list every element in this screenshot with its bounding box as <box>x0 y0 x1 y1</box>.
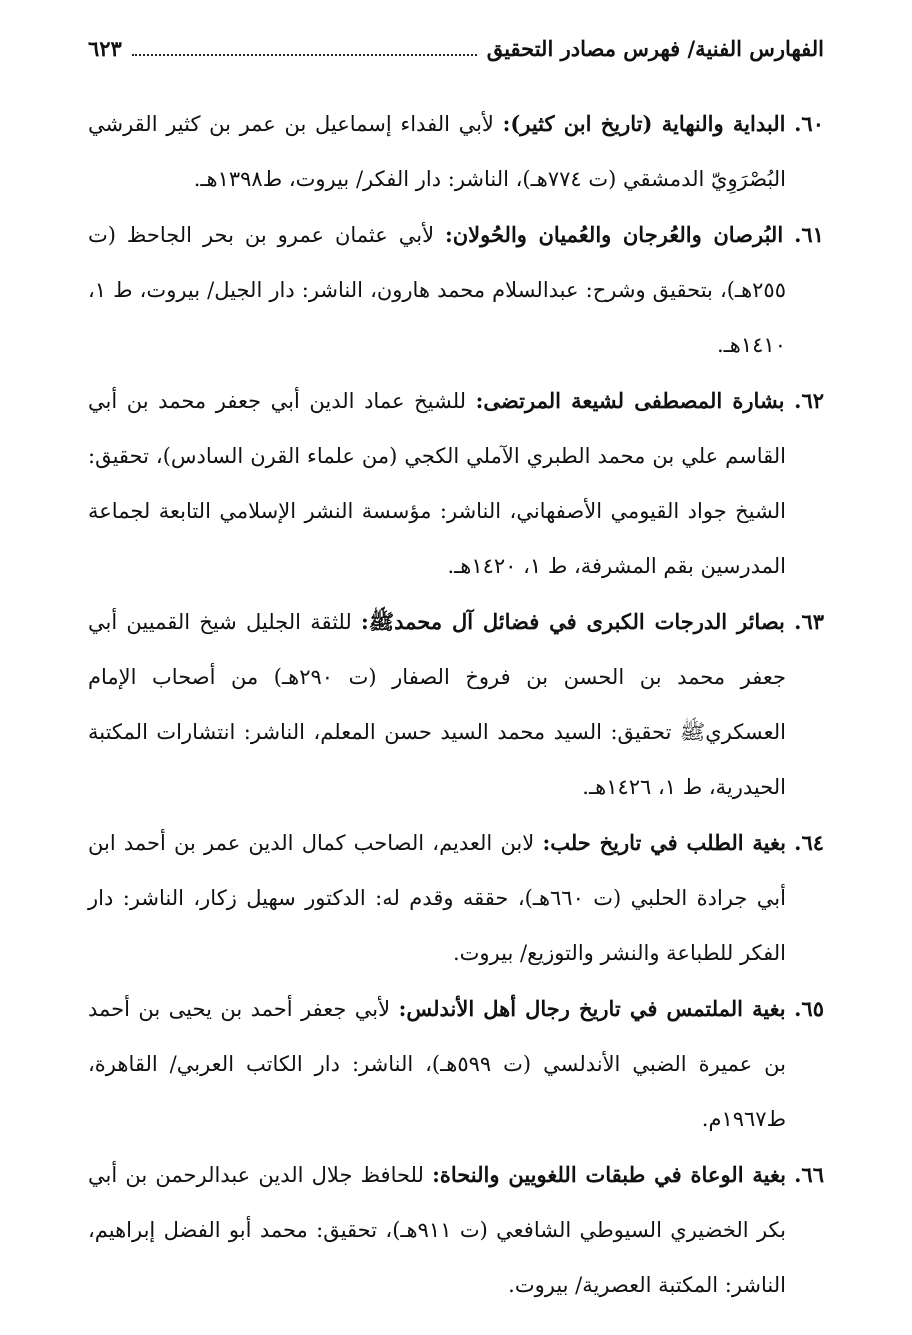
entry-body: لأبي جعفر أحمد بن يحيى بن أحمد بن عميرة الضبي الأندلسي (ت ٥٩٩هـ)، الناشر: دار الكاتب العربي/ القاهرة، ط١٩٦٧م. <box>88 997 786 1131</box>
entry-body: للثقة الجليل شيخ القميين أبي جعفر محمد بن الحسن بن فروخ الصفار (ت ٢٩٠هـ) من أصحاب الإمام العسكريﷺ تحقيق: السيد محمد السيد حسن المعلم، الناشر: انتشارات المكتبة الحيدرية، ط ١، ١٤٢٦هـ. <box>88 610 786 799</box>
running-header <box>88 28 824 68</box>
entry-number: ٦١. <box>794 222 824 247</box>
entry-number: ٦٣. <box>794 609 824 634</box>
source-entry-63 <box>88 594 824 815</box>
source-entry-61 <box>88 207 824 373</box>
entry-number: ٦٥. <box>794 996 824 1021</box>
entry-number: ٦٦. <box>794 1162 824 1187</box>
source-entry-62 <box>88 373 824 594</box>
source-entry-64 <box>88 815 824 981</box>
entry-number: ٦٠. <box>794 111 824 136</box>
entry-body: لأبي الفداء إسماعيل بن عمر بن كثير القرشي البُصْرَوِيّ الدمشقي (ت ٧٧٤هـ)، الناشر: دار الفكر/ بيروت، ط١٣٩٨هـ. <box>88 112 786 191</box>
entry-title: البداية والنهاية (تاريخ ابن كثير): <box>502 111 786 136</box>
entry-title: بصائر الدرجات الكبرى في فضائل آل محمدﷺ: <box>361 609 785 634</box>
page-number: ٦٢٣ <box>88 35 122 61</box>
source-entry-60 <box>88 96 824 207</box>
entry-number: ٦٢. <box>794 388 824 413</box>
source-entry-65 <box>88 981 824 1147</box>
source-entry-66 <box>88 1147 824 1313</box>
entry-body: للشيخ عماد الدين أبي جعفر محمد بن أبي القاسم علي بن محمد الطبري الآملي الكجي (من علماء القرن السادس)، تحقيق: الشيخ جواد القيومي الأصفهاني، الناشر: مؤسسة النشر الإسلامي التابعة لجماعة المدرسين بقم المشرفة، ط ١، ١٤٢٠هـ. <box>88 389 786 578</box>
entry-title: البُرصان والعُرجان والعُميان والحُولان: <box>445 222 784 247</box>
entry-title: بغية الملتمس في تاريخ رجال أهل الأندلس: <box>398 996 786 1021</box>
entry-body: لأبي عثمان عمرو بن بحر الجاحظ (ت ٢٥٥هـ)، بتحقيق وشرح: عبدالسلام محمد هارون، الناشر: دار الجيل/ بيروت، ط ١، ١٤١٠هـ. <box>88 223 786 357</box>
entry-title: بشارة المصطفى لشيعة المرتضى: <box>475 388 785 413</box>
entry-number: ٦٤. <box>794 830 824 855</box>
entry-body: لابن العديم، الصاحب كمال الدين عمر بن أحمد ابن أبي جرادة الحلبي (ت ٦٦٠هـ)، حققه وقدم له: الدكتور سهيل زكار، الناشر: دار الفكر للطباعة والنشر والتوزيع/ بيروت. <box>88 831 786 965</box>
sources-list <box>88 96 824 1313</box>
header-dot-leader <box>132 40 477 56</box>
header-title: الفهارس الفنية/ فهرس مصادر التحقيق <box>486 35 824 61</box>
entry-title: بغية الوعاة في طبقات اللغويين والنحاة: <box>432 1162 786 1187</box>
entry-title: بغية الطلب في تاريخ حلب: <box>542 830 786 855</box>
entry-body: للحافظ جلال الدين عبدالرحمن بن أبي بكر الخضيري السيوطي الشافعي (ت ٩١١هـ)، تحقيق: محمد أبو الفضل إبراهيم، الناشر: المكتبة العصرية/ بيروت. <box>88 1163 786 1297</box>
